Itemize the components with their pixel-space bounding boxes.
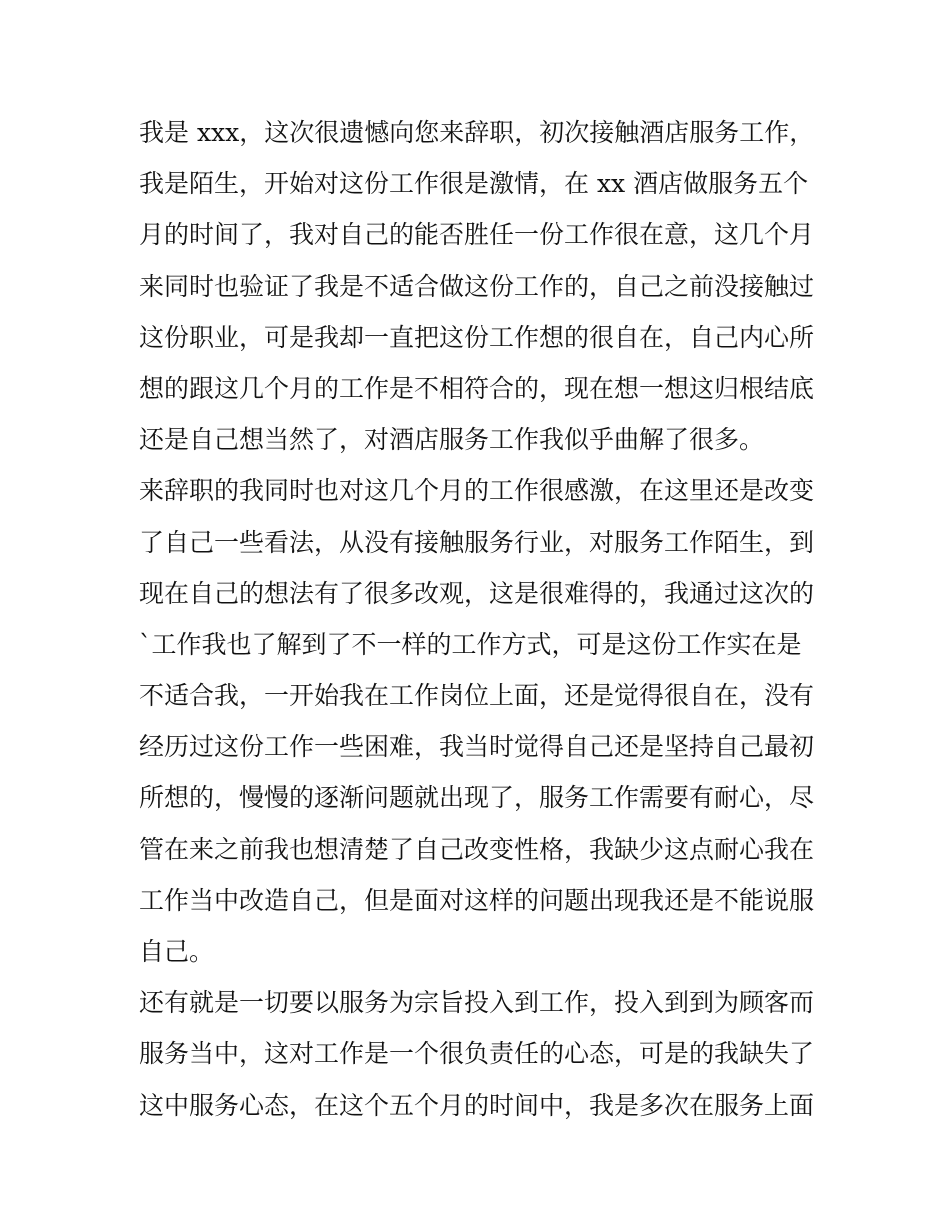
- text-line: 所想的，慢慢的逐渐问题就出现了，服务工作需要有耐心，尽: [139, 783, 815, 813]
- text-line: 还是自己想当然了，对酒店服务工作我似乎曲解了很多。: [139, 425, 765, 455]
- text-line: 工作当中改造自己，但是面对这样的问题出现我还是不能说服: [139, 885, 815, 915]
- text-line: 现在自己的想法有了很多改观，这是很难得的，我通过这次的: [139, 578, 815, 608]
- text-line: 这中服务心态，在这个五个月的时间中，我是多次在服务上面: [139, 1090, 815, 1120]
- text-line: 还有就是一切要以服务为宗旨投入到工作，投入到到为顾客而: [139, 988, 815, 1018]
- text-line: 我是 xxx，这次很遗憾向您来辞职，初次接触酒店服务工作，: [139, 118, 815, 147]
- text-line: 月的时间了，我对自己的能否胜任一份工作很在意，这几个月: [139, 220, 815, 250]
- text-line: 我是陌生，开始对这份工作很是激情，在 xx 酒店做服务五个: [139, 169, 809, 199]
- text-line: `工作我也了解到了不一样的工作方式，可是这份工作实在是: [139, 629, 802, 659]
- text-line: 服务当中，这对工作是一个很负责任的心态，可是的我缺失了: [139, 1039, 815, 1069]
- text-line: 经历过这份工作一些困难，我当时觉得自己还是坚持自己最初: [139, 732, 815, 762]
- text-line: 了自己一些看法，从没有接触服务行业，对服务工作陌生，到: [139, 527, 815, 557]
- text-line: 管在来之前我也想清楚了自己改变性格，我缺少这点耐心我在: [139, 834, 815, 864]
- text-line: 自己。: [139, 937, 215, 966]
- text-line: 这份职业，可是我却一直把这份工作想的很自在，自己内心所: [139, 322, 815, 352]
- text-line: 来同时也验证了我是不适合做这份工作的，自己之前没接触过: [139, 271, 815, 301]
- text-line: 不适合我，一开始我在工作岗位上面，还是觉得很自在，没有: [139, 681, 815, 711]
- text-line: 来辞职的我同时也对这几个月的工作很感激，在这里还是改变: [139, 476, 815, 506]
- text-line: 想的跟这几个月的工作是不相符合的，现在想一想这归根结底: [139, 373, 815, 403]
- letter-body: [139, 107, 819, 1131]
